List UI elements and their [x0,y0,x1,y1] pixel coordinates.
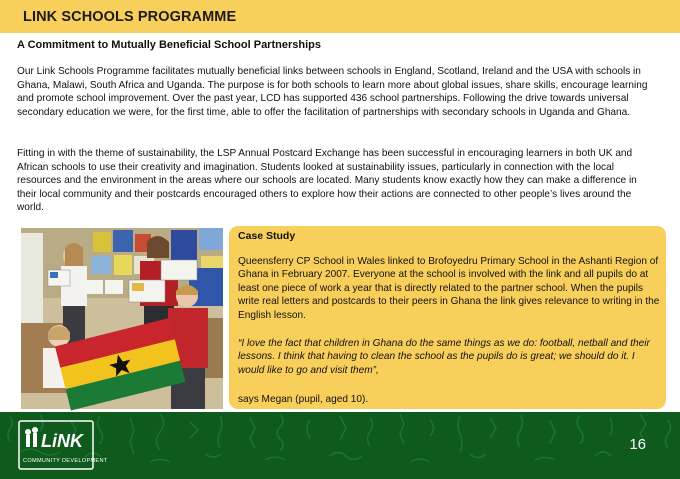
page-number: 16 [629,436,646,453]
link-logo [18,420,108,470]
case-study-quote: “I love the fact that children in Ghana do the same things as we do: football, netball and their lessons. I think that having to clean the school as the pupils do is great; we should do it. I would like to go and visit them”, [238,338,650,376]
header-bar [0,0,680,33]
logo-tagline: COMMUNITY DEVELOPMENT [23,458,108,464]
footer-pattern [0,412,680,479]
intro-paragraph-2: Fitting in with the theme of sustainability, the LSP Annual Postcard Exchange has been successful in encouraging learners in both UK and African schools to use their creativity and imagination. Students looked at sustainability issues, particularly in connection with the local resources and the environment in the areas where our schools are located. Many students know exactly how they can make a difference in their local community and their postcards encouraged others to explore how their actions are connected to other people’s lives around the world. [17,148,637,214]
case-study-attribution: says Megan (pupil, aged 10). [238,394,369,405]
case-study-box [229,226,666,409]
case-study-body: Queensferry CP School in Wales linked to Brofoyedru Primary School in the Ashanti Region of Ghana in February 2007. Everyone at the school is involved with the link and all pupils do at least one piece of work a year that is directly related to the partner school. When the pupils write real letters and postcards to their peers in Ghana the link gives relevance to writing in the English lesson. [238,256,660,321]
section-subheading: A Commitment to Mutually Beneficial School Partnerships [17,39,321,51]
case-study-title: Case Study [238,230,296,242]
page-title: LINK SCHOOLS PROGRAMME [23,9,237,25]
footer-band [0,412,680,479]
intro-paragraph-1: Our Link Schools Programme facilitates mutually beneficial links between schools in England, Scotland, Ireland and the USA with schools in Ghana, Malawi, South Africa and Uganda. The purpose is for both schools to learn more about global issues, share skills, encourage learning and promote school improvement. Over the past year, LCD has supported 436 school partnerships. Following the drive towards universal secondary education we were, for the first time, able to offer the facilitation of partnerships with secondary schools in Uganda and Ghana. [17,66,648,118]
logo-wordmark: LiNK [41,431,83,451]
pupils-photo [21,228,223,409]
